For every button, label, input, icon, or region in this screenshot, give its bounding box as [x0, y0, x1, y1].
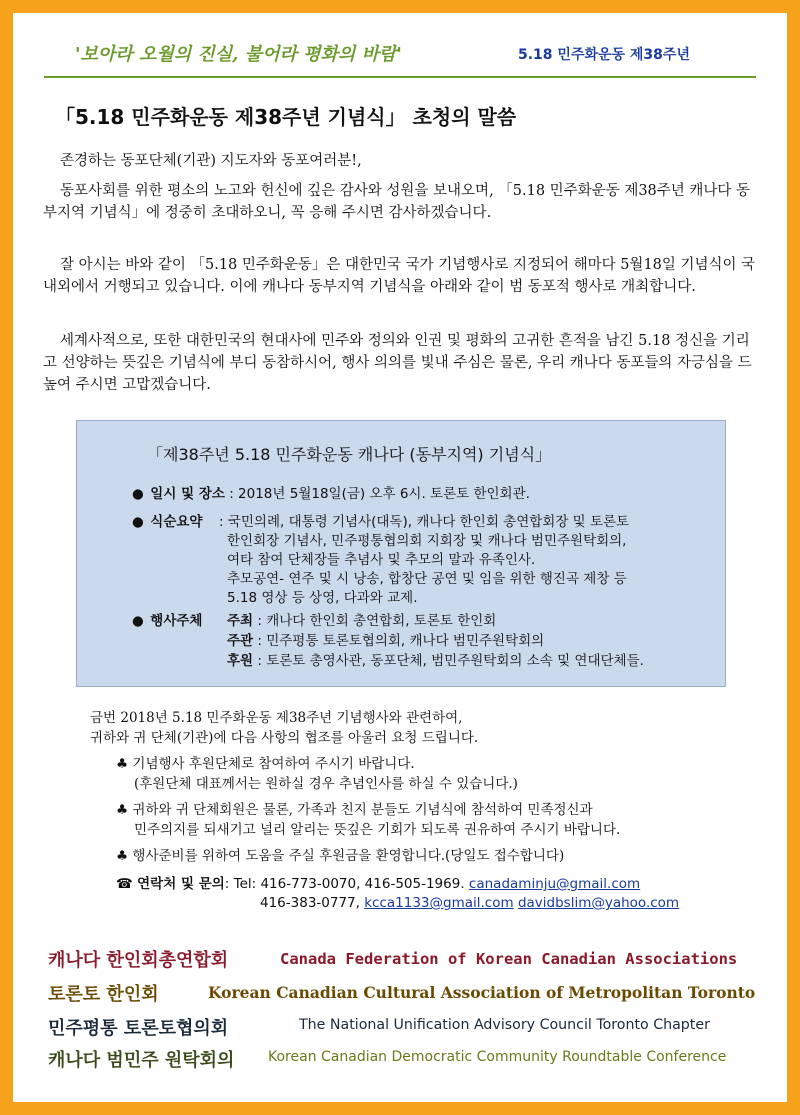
program-label: 식순요약: [150, 514, 203, 530]
org-row-2: 토론토 한인회: [48, 984, 159, 1005]
event-hosts: [132, 612, 202, 631]
request-intro-2: 귀하와 귀 단체(기관)에 다음 사항의 협조를 아울러 요청 드립니다.: [90, 730, 479, 746]
bullet-icon: ●: [132, 514, 144, 530]
header-divider: [44, 76, 756, 78]
bullet-icon: ●: [132, 486, 144, 502]
page-title: 「5.18 민주화운동 제38주년 기념식」 초청의 말씀: [55, 105, 517, 129]
program-line-4: 추모공연- 연주 및 시 낭송, 합창단 공연 및 임을 위한 행진곡 제창 등: [227, 571, 627, 587]
org-row-1: 캐나다 한인회총연합회: [48, 950, 229, 971]
host-organizer: 주최 : 캐나다 한인회 총연합회, 토론토 한인회: [227, 613, 497, 629]
anniversary-label: 5.18 민주화운동 제38주년: [518, 47, 690, 63]
org-row-4: 캐나다 범민주 원탁회의: [48, 1050, 235, 1071]
datetime-value: : 2018년 5월18일(금) 오후 6시. 토론토 한인회관.: [229, 486, 530, 502]
host-label: 행사주체: [150, 613, 203, 629]
event-title: 「제38주년 5.18 민주화운동 캐나다 (동부지역) 기념식」: [147, 445, 552, 464]
program-line-1: : 국민의례, 대통령 기념사(대독), 캐나다 한인회 총연합회장 및 토론토: [219, 514, 630, 530]
program-line-5: 5.18 영상 등 상영, 다과와 교제.: [227, 590, 418, 606]
request-item-2-cont: 민주의지를 되새기고 널리 알리는 뜻깊은 기회가 되도록 권유하여 주시기 바랍니다.: [134, 822, 621, 838]
phone-icon: ☎: [116, 876, 133, 892]
bullet-icon: ●: [132, 613, 144, 629]
host-manager: 주관 : 민주평통 토론토협의회, 캐나다 범민주원탁회의: [227, 633, 545, 649]
datetime-label: 일시 및 장소: [150, 486, 225, 502]
program-line-3: 여타 참여 단체장들 추념사 및 추모의 말과 유족인사.: [227, 552, 536, 568]
club-icon: ♣: [116, 848, 129, 864]
club-icon: ♣: [116, 756, 129, 772]
paragraph-2: 잘 아시는 바와 같이 「5.18 민주화운동」은 대한민국 국가 기념행사로 지정되어 해마다 5월18일 기념식이 국내외에서 거행되고 있습니다. 이에 캐나다 동부지역 기념식을 아래와 같이 범 동포적 행사로 개최합니다.: [43, 257, 756, 295]
host-sponsor: 후원 : 토론토 총영사관, 동포단체, 범민주원탁회의 소속 및 연대단체들.: [227, 653, 644, 669]
email-link-3[interactable]: davidbslim@yahoo.com: [517, 895, 680, 911]
paragraph-3: 세계사적으로, 또한 대한민국의 현대사에 민주와 정의와 인권 및 평화의 고귀한 흔적을 남긴 5.18 정신을 기리고 선양하는 뜻깊은 기념식에 부디 동참하시어, 행사 의의를 빛내 주심은 물론, 우리 캐나다 동포들의 자긍심을 드높여 주시면 고맙겠습니다.: [43, 333, 752, 393]
event-program: [132, 513, 202, 532]
program-line-2: 한인회장 기념사, 민주평통협의회 지회장 및 캐나다 범민주원탁회의,: [227, 533, 627, 549]
contact-line-2: 416-383-0777, kcca1133@gmail.com davidbslim@yahoo.com: [260, 895, 680, 911]
email-link-2[interactable]: kcca1133@gmail.com: [364, 895, 514, 911]
org-3-english: The National Unification Advisory Council Toronto Chapter: [299, 1017, 710, 1033]
request-item-2: ♣ 귀하와 귀 단체회원은 물론, 가족과 친지 분들도 기념식에 참석하여 민족정신과: [116, 802, 593, 818]
club-icon: ♣: [116, 802, 129, 818]
event-datetime: [132, 485, 530, 504]
request-intro-1: 금번 2018년 5.18 민주화운동 제38주년 기념행사와 관련하여,: [90, 710, 463, 726]
email-link-1[interactable]: canadaminju@gmail.com: [468, 876, 641, 892]
org-4-english: Korean Canadian Democratic Community Roundtable Conference: [268, 1049, 727, 1065]
request-item-1-note: (후원단체 대표께서는 원하실 경우 추념인사를 하실 수 있습니다.): [134, 776, 518, 792]
org-2-english: Korean Canadian Cultural Association of Metropolitan Toronto: [208, 983, 756, 1002]
org-1-english: Canada Federation of Korean Canadian Associations: [280, 950, 738, 968]
contact-line-1: ☎ 연락처 및 문의: Tel: 416-773-0070, 416-505-1969. canadaminju@gmail.com: [116, 876, 641, 892]
event-box: [76, 420, 726, 687]
slogan: '보아라 오월의 진실, 불어라 평화의 바람': [75, 44, 402, 65]
request-item-1: ♣ 기념행사 후원단체로 참여하여 주시기 바랍니다.: [116, 756, 415, 772]
greeting: 존경하는 동포단체(기관) 지도자와 동포여러분!,: [60, 153, 362, 169]
paragraph-1: 동포사회를 위한 평소의 노고와 헌신에 깊은 감사와 성원을 보내오며, 「5.18 민주화운동 제38주년 캐나다 동부지역 기념식」에 정중히 초대하오니, 꼭 응해 주시면 감사하겠습니다.: [43, 183, 751, 221]
request-item-3: ♣ 행사준비를 위하여 도움을 주실 후원금을 환영합니다.(당일도 접수합니다): [116, 848, 565, 864]
contact-label: 연락처 및 문의: [137, 876, 225, 892]
org-row-3: 민주평통 토론토협의회: [48, 1018, 229, 1039]
